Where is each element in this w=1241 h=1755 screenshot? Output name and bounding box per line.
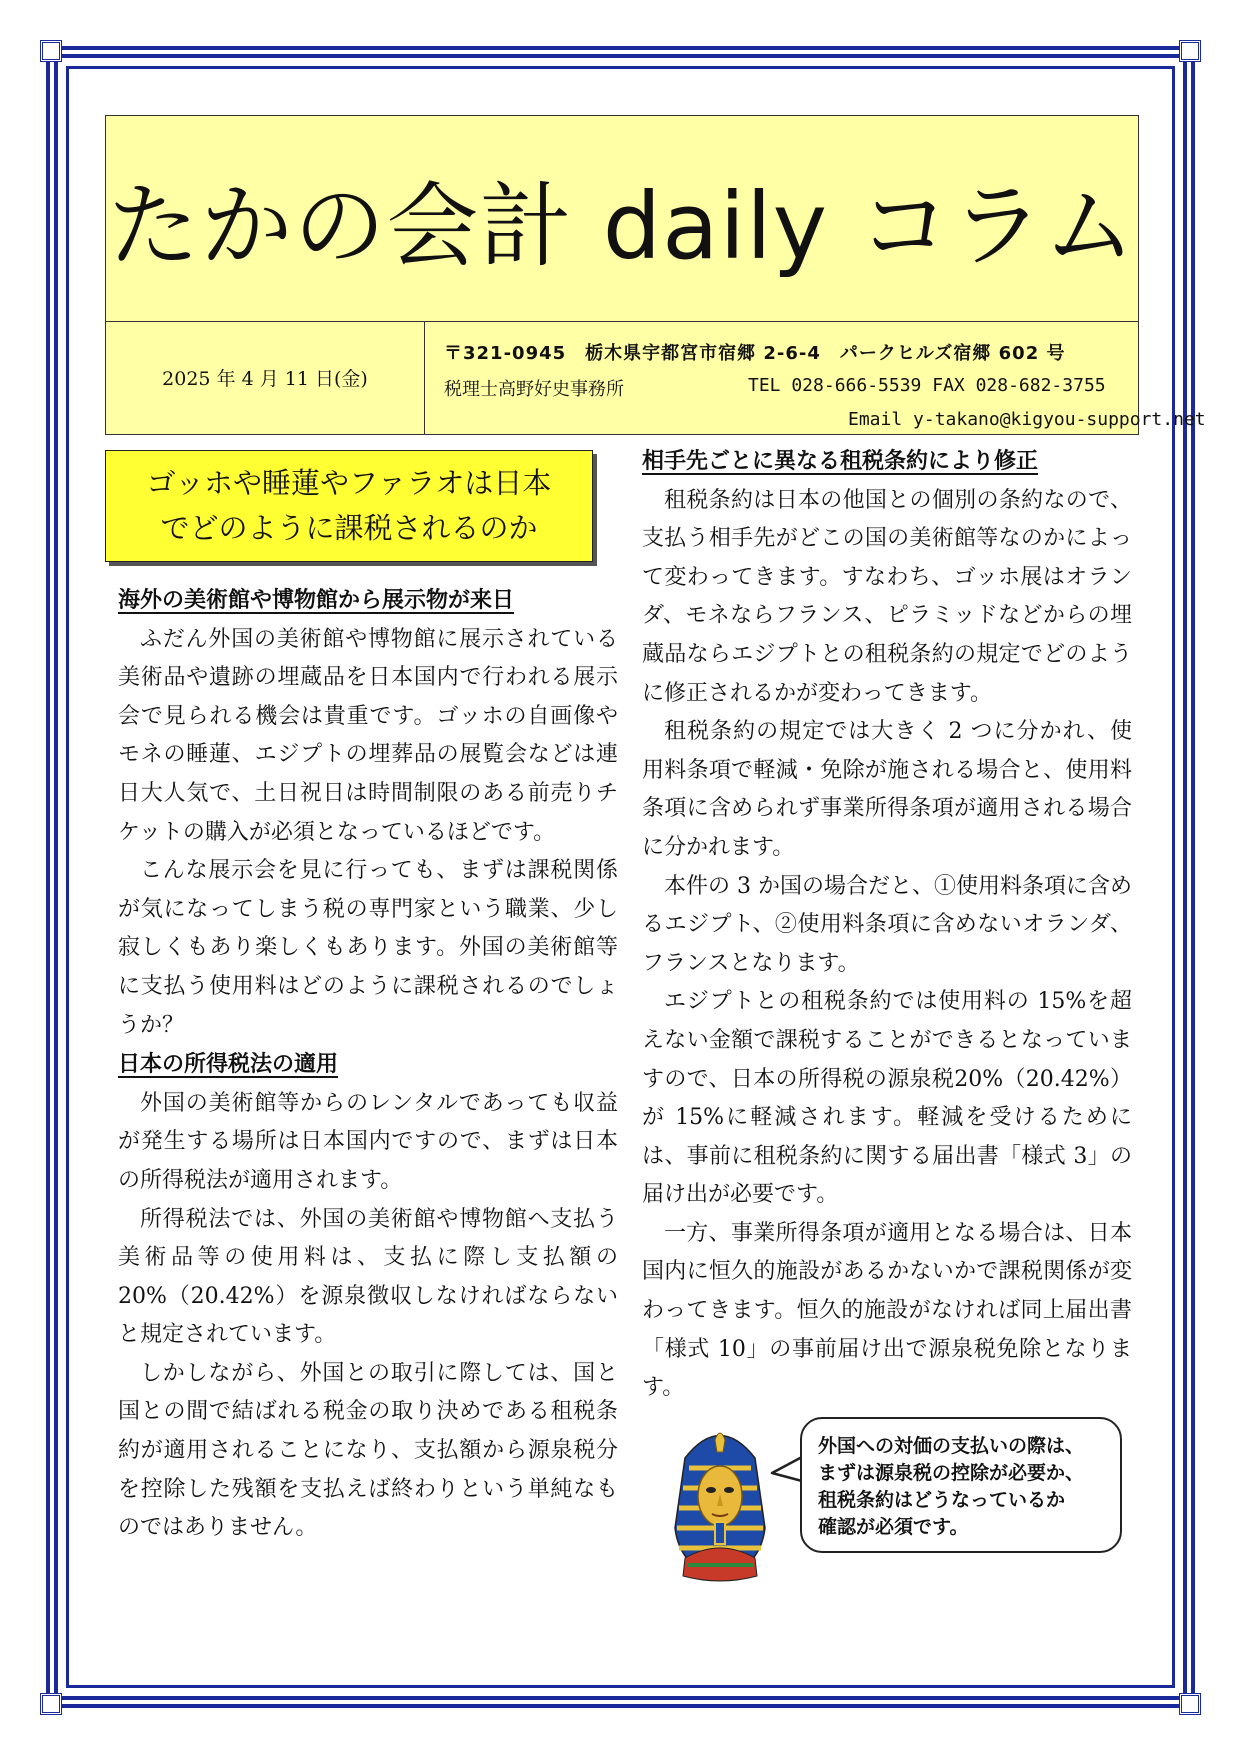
bubble-line-3: 租税条約はどうなっているか [818,1489,1066,1511]
speech-bubble-tail [770,1455,804,1485]
office-address: 〒321-0945 栃木県宇都宮市宿郷 2-6-4 パークヒルズ宿郷 602 号 [444,343,1066,364]
paragraph: 所得税法では、外国の美術館や博物館へ支払う美術品等の使用料は、支払に際し支払額の 20%（20.42%）を源泉徴収しなければならないと規定されています。 [118,1206,618,1348]
office-name: 税理士高野好史事務所 [444,379,624,400]
bubble-line-2: まずは源泉税の控除が必要か、 [818,1462,1085,1484]
paragraph: 租税条約は日本の他国との個別の条約なので、支払う相手先がどこの国の美術館等なのかによって変わってきます。すなわち、ゴッホ展はオランダ、モネならフランス、ピラミッドなどからの埋蔵品ならエジプトとの租税条約の規定でどのように修正されるかが変わってきます。 [642,487,1132,706]
frame-corner-top-right [1179,40,1201,62]
article-headline [105,450,593,562]
headline-line-2: でどのように課税されるのか [160,511,538,545]
office-info [436,321,1206,434]
bubble-line-1: 外国への対価の支払いの際は、 [818,1435,1085,1457]
speech-bubble [800,1417,1122,1553]
frame-corner-bottom-left [40,1693,62,1715]
header-vertical-divider [424,321,425,434]
office-tel-fax: TEL 028-666-5539 FAX 028-682-3755 [748,375,1106,396]
header-box [105,115,1206,435]
paragraph: ふだん外国の美術館や博物館に展示されている美術品や遺跡の埋蔵品を日本国内で行われる展示会で見られる機会は貴重です。ゴッホの自画像やモネの睡蓮、エジプトの埋葬品の展覧会などは連日大人気で、土日祝日は時間制限のある前売りチケットの購入が必須となっているほどです。 [118,626,618,845]
subheading-income-tax-law: 日本の所得税法の適用 [118,1051,339,1078]
bubble-line-4: 確認が必須です。 [818,1516,969,1538]
pharaoh-mask-illustration [665,1418,775,1583]
paragraph: 租税条約の規定では大きく 2 つに分かれ、使用料条項で軽減・免除が施される場合と、使用料条項に含められず事業所得条項が適用される場合に分かれます。 [642,719,1132,860]
headline-line-1: ゴッホや睡蓮やファラオは日本 [146,466,552,500]
paragraph: 外国の美術館等からのレンタルであっても収益が発生する場所は日本国内ですので、まずは日本の所得税法が適用されます。 [118,1090,618,1193]
page-title: たかの会計 daily コラム [107,172,1137,280]
paragraph: エジプトとの租税条約では使用料の 15%を超えない金額で課税することができるとなっていますので、日本の所得税の源泉税20%（20.42%）が 15%に軽減されます。軽減を受けるためには、事前に租税条約に関する届出書「様式 3」の届け出が必要です。 [642,989,1132,1208]
issue-date: 2025 年 4 月 11 日(金) [162,368,368,390]
frame-corner-bottom-right [1179,1693,1201,1715]
paragraph: 一方、事業所得条項が適用となる場合は、日本国内に恒久的施設があるかないかで課税関係が変わってきます。恒久的施設がなければ同上届出書「様式 10」の事前届け出で源泉税免除となります。 [642,1220,1132,1401]
office-email: Email y-takano@kigyou-support.net [848,409,1206,430]
paragraph: 本件の 3 か国の場合だと、①使用料条項に含めるエジプト、②使用料条項に含めないオランダ、フランスとなります。 [642,873,1132,976]
right-column [642,442,1132,1408]
paragraph: しかしながら、外国との取引に際しては、国と国との間で結ばれる税金の取り決めである租税条約が適用されることになり、支払額から源泉税分を控除した残額を支払えば終わりという単純なものではありません。 [118,1360,618,1541]
subheading-tax-treaty: 相手先ごとに異なる租税条約により修正 [642,448,1039,474]
frame-corner-top-left [40,40,62,62]
subheading-overseas-exhibits: 海外の美術館や博物館から展示物が来日 [118,587,515,613]
paragraph: こんな展示会を見に行っても、まずは課税関係が気になってしまう税の専門家という職業、少し寂しくもあり楽しくもあります。外国の美術館等に支払う使用料はどのように課税されるのでしょうか？ [118,858,618,1038]
left-column [118,581,618,1548]
